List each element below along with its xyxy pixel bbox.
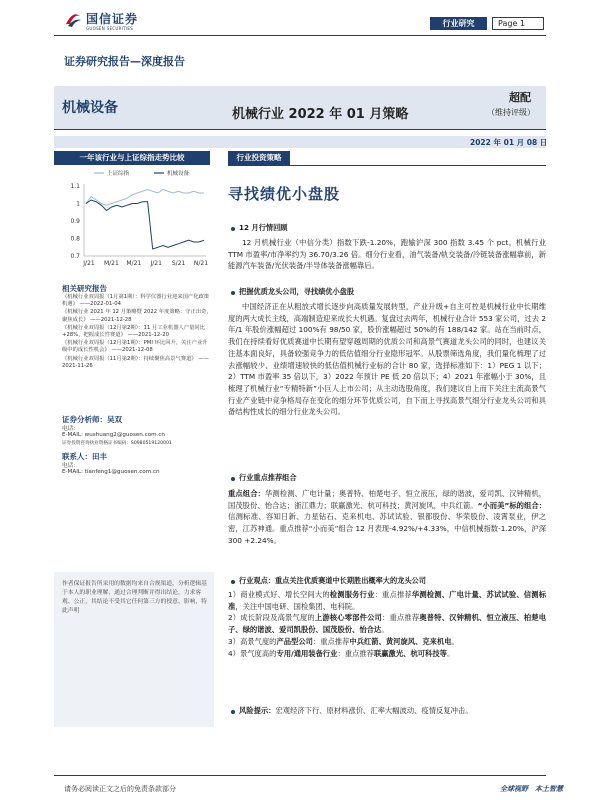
group-list: 华测检测、广电计量；奥普特、柏楚电子、恒立液压，绿的谐波，爱司凯、汉钟精机，国茂股份、怡合达；浙江鼎力；联赢激光、杭可科技；黄河旋风，中兵红箭。 bbox=[228, 489, 547, 510]
analyst-name: 证券分析师：吴双 bbox=[62, 415, 122, 424]
bullet-icon bbox=[231, 477, 235, 481]
footer-disclaimer: 请务必阅读正文之后的免责条款部分 bbox=[64, 785, 176, 793]
report-title: 机械行业 2022 年 01 月策略 bbox=[232, 107, 409, 122]
risk-label: 风险提示： bbox=[239, 706, 276, 715]
small-cap-label: “小而美”标的组合： bbox=[477, 500, 546, 510]
x-tick-label: M/21 bbox=[126, 260, 142, 267]
title-band-divider bbox=[54, 129, 546, 130]
page-number: Page 1 bbox=[492, 17, 544, 30]
bullet-icon bbox=[231, 580, 235, 584]
related-reports-title: 相关研究报告 bbox=[62, 284, 107, 293]
contact-name: 联系人：田丰 bbox=[62, 452, 107, 461]
contact-email[interactable]: E-MAIL: tianfeng1@guosen.com.cn bbox=[62, 469, 160, 475]
x-tick-label: J/21 bbox=[150, 260, 162, 267]
footer-divider bbox=[54, 775, 546, 776]
x-tick-label: J/21 bbox=[83, 260, 95, 267]
x-tick-label: N/21 bbox=[193, 260, 209, 267]
y-tick-label: 0.7 bbox=[70, 253, 80, 260]
risk-warning bbox=[239, 705, 546, 717]
logo-mark-icon bbox=[64, 10, 82, 28]
section-2-heading: 把握优质龙头公司，寻找绩优小盘股 bbox=[239, 287, 355, 296]
header-divider bbox=[54, 35, 546, 36]
y-tick-label: 1 bbox=[76, 200, 80, 208]
y-tick-label: 1.1 bbox=[70, 183, 80, 190]
series-line bbox=[86, 190, 204, 206]
bullet-icon bbox=[231, 227, 235, 231]
list-item: 4）景气度高的专用/通用装备行业：重点推荐联赢激光、杭可科技等。 bbox=[228, 648, 455, 658]
footer-slogan: 全球视野 本土智慧 bbox=[500, 785, 563, 793]
section-3-text bbox=[228, 488, 546, 547]
x-tick-label: S/21 bbox=[171, 260, 186, 267]
legend-label: 上证综指 bbox=[107, 171, 130, 177]
section-1-text: 12 月机械行业（中信分类）指数下跌-1.20%，跑输沪深 300 指数 3.45 个 pct。机械行业 TTM 市盈率/市净率约为 36.70/3.26 倍。细分行业看，油气装备/轨交装备/冷链装备涨幅靠前，新能源汽车装备/光伏装备/半导体装备涨幅靠后。 bbox=[228, 238, 546, 271]
bullet-icon bbox=[231, 291, 235, 295]
list-item: 1）商业模式好、增长空间大的检测服务行业：重点推荐华测检测、广电计量、苏试试验、信测标准，关注中国电研、国检集团、电科院。 bbox=[228, 590, 547, 611]
rating-note: （维持评级） bbox=[487, 108, 535, 117]
trend-chart bbox=[54, 164, 214, 274]
disclaimer-text: 作者保证报告所采用的数据均来自合规渠道，分析逻辑基于本人的职业理解，通过合理判断并得出结论，力求客观、公正，其结论不受其它任何第三方的授意、影响，特此声明 bbox=[62, 581, 207, 614]
logo-subtext: GUOSEN SECURITIES bbox=[86, 26, 134, 31]
section-4-heading: 行业观点：重点关注优质赛道中长期胜出概率大的龙头公司 bbox=[239, 576, 426, 585]
related-reports-list bbox=[62, 294, 212, 370]
logo-text: 国信证券 bbox=[86, 12, 139, 26]
x-tick-label: M/21 bbox=[103, 260, 119, 267]
contact-phone: 电话： bbox=[62, 463, 79, 469]
section-2-text: 中国经济正在从粗放式增长逐步向高质量发展转型，产业升级+自主可控是机械行业中长期维度的两大成长主线，高端制造迎来成长大机遇。复盘过去两年，机械行业合计 553 家公司，过去 2 年/1 年股价涨幅超过 100%有 98/50 家，股价涨幅超过 50%的有 188/142 家。站在当前时点，我们在持续看好优质赛道中长期有望穿越周期的优质公司和高景气赛道龙头公司的同时，也建议关注基本面良好，具备较强竞争力的低估值细分行业隐形冠军。从股票筛选角度，我们量化梳理了过去涨幅较少、业绩增速较快的低估值机械行业标的合计 80 家，选择标准如下：1）PEG 1 以下；2）TTM 市盈率 35 倍以下，3）2022 年预计 PE 低 20 倍以下；4）2021 年涨幅小于 30%，且梳理了机械行业“专精特新”小巨人上市公司；从主动选股角度，我们建议自上而下关注主流高景气行业产业链中竞争格局存在变化的细分环节优质公司，自下而上寻找高景气细分行业龙头公司和具备结构性成长的细分行业龙头公司。 bbox=[228, 302, 546, 417]
risk-text: 宏观经济下行、原材料涨价、汇率大幅波动、疫情反复冲击。 bbox=[275, 706, 473, 715]
analyst-cert: 证券投资咨询执业资格证书编码：S0980519120001 bbox=[62, 441, 172, 446]
analyst-phone: 电话： bbox=[62, 426, 79, 432]
section-4-text bbox=[228, 589, 546, 659]
series-line bbox=[86, 200, 204, 249]
list-item[interactable]: 《机械行业双周报（12月第2期）：11 月工业机器人产量同比+28%，把握成长性赛道》 ——2021-12-20 bbox=[62, 324, 206, 339]
list-item[interactable]: 《机械行业双周报（12月第1期）：PMI 环比回升，关注产业升级中的成长性机会》 ——2021-12-08 bbox=[62, 340, 208, 354]
y-tick-label: 0.9 bbox=[70, 218, 80, 225]
list-item[interactable]: 《机械行业 2021 年 12 月策略暨 2022 年度策略：守正出奇，聚焦成长》 ——2021-12-28 bbox=[62, 309, 212, 323]
bullet-icon bbox=[231, 710, 235, 714]
chart-title: 一年该行业与上证综指走势比较 bbox=[54, 151, 210, 165]
list-item[interactable]: 《机械行业双周报（1月第1期）：科学仪器行业迎来国产化政策机遇》 ——2022-01-04 bbox=[62, 294, 210, 308]
list-item: 2）成长阶段及高景气度的上游核心零部件公司：重点推荐奥普特、汉钟精机、恒立液压、柏楚电子、绿的谐波、爱司凯股份、国茂股份、怡合达。 bbox=[228, 613, 547, 635]
y-tick-label: 0.8 bbox=[70, 235, 80, 243]
section-divider bbox=[228, 165, 546, 166]
header-tag: 行业研究 bbox=[430, 17, 487, 30]
industry-name: 机械设备 bbox=[62, 100, 118, 116]
legend-label: 机械设备 bbox=[167, 171, 190, 177]
headline: 寻找绩优小盘股 bbox=[228, 185, 341, 203]
logo bbox=[64, 8, 154, 38]
small-cap-list: 信测标准、容知日新、力星钻石、克来机电、苏试试验、银都股份、华荣股份、凌霄泵业，伊之密，江苏神通。重点推荐“小而美”组合 12 月表现-4.92%/+4.33%，中信机械指数-1.20%，沪深 300 +2.24%。 bbox=[228, 512, 546, 545]
section-1-heading: 12 月行情回顾 bbox=[239, 223, 288, 232]
group-label: 重点组合： bbox=[228, 489, 265, 498]
list-item: 3）高景气度的产品型公司：重点推荐中兵红箭、黄河旋风、克来机电。 bbox=[228, 636, 459, 646]
section-3-heading: 行业重点推荐组合 bbox=[239, 473, 297, 482]
list-item[interactable]: 《机械行业双周报（11月第2期）：持续聚焦高景气赛道》 ——2021-11-26 bbox=[62, 355, 209, 369]
rating: 超配 bbox=[509, 91, 531, 104]
report-type: 证券研究报告—深度报告 bbox=[64, 55, 185, 68]
report-date: 2022 年 01 月 08 日 bbox=[470, 138, 548, 147]
section-tag: 行业投资策略 bbox=[228, 151, 290, 165]
analyst-email[interactable]: E-MAIL: wushuang2@guosen.com.cn bbox=[62, 432, 165, 438]
